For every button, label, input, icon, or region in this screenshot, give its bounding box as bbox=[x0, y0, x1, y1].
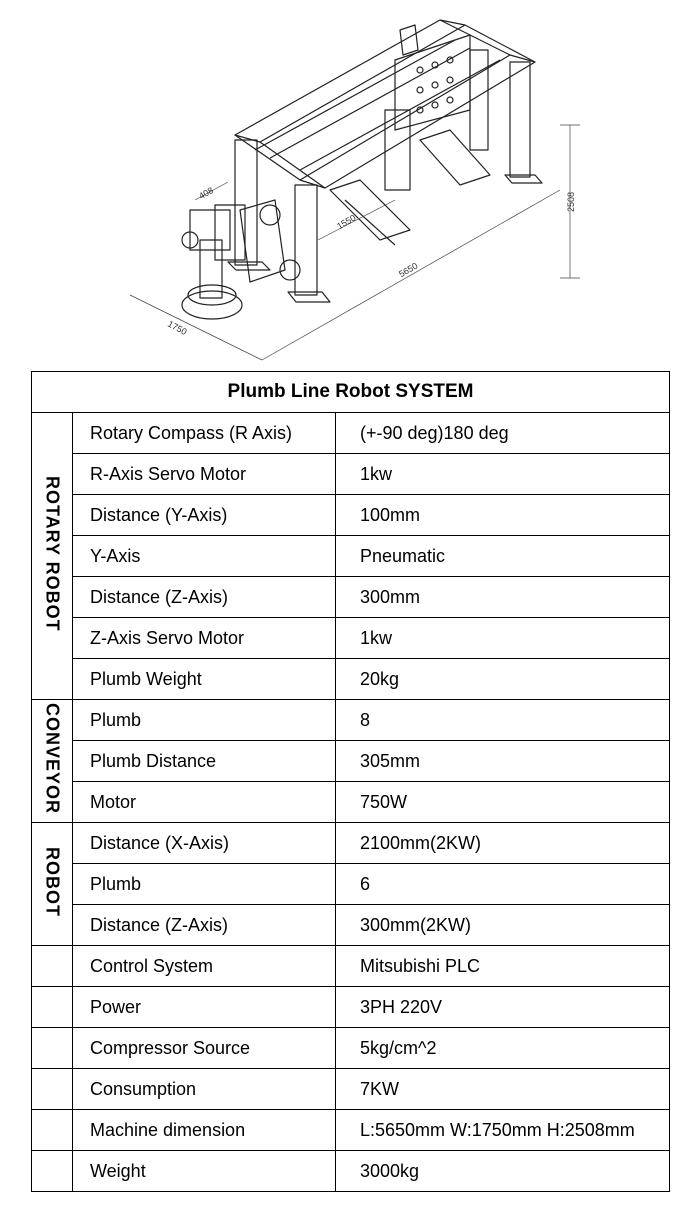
row-label: Compressor Source bbox=[73, 1028, 336, 1069]
row-value: L:5650mm W:1750mm H:2508mm bbox=[336, 1110, 670, 1151]
row-label: R-Axis Servo Motor bbox=[73, 454, 336, 495]
row-label: Motor bbox=[73, 782, 336, 823]
row-value: 300mm(2KW) bbox=[336, 905, 670, 946]
row-value: 20kg bbox=[336, 659, 670, 700]
group-conveyor bbox=[32, 700, 73, 823]
table-title-row bbox=[32, 372, 670, 413]
empty-group-cell bbox=[32, 1151, 73, 1192]
dim-1550: 1550 bbox=[335, 212, 358, 232]
row-label: Distance (Z-Axis) bbox=[73, 577, 336, 618]
table-row bbox=[32, 618, 670, 659]
table-title: Plumb Line Robot SYSTEM bbox=[32, 372, 670, 413]
machine-drawing bbox=[0, 0, 700, 365]
row-label: Rotary Compass (R Axis) bbox=[73, 413, 336, 454]
empty-group-cell bbox=[32, 1028, 73, 1069]
table-row bbox=[32, 1151, 670, 1192]
table-row bbox=[32, 905, 670, 946]
row-label: Machine dimension bbox=[73, 1110, 336, 1151]
group-label-robot: ROBOT bbox=[42, 846, 63, 917]
row-value: (+-90 deg)180 deg bbox=[336, 413, 670, 454]
empty-group-cell bbox=[32, 1110, 73, 1151]
group-robot bbox=[32, 823, 73, 946]
row-value: 8 bbox=[336, 700, 670, 741]
row-label: Plumb bbox=[73, 700, 336, 741]
row-label: Control System bbox=[73, 946, 336, 987]
row-label: Y-Axis bbox=[73, 536, 336, 577]
table-row bbox=[32, 782, 670, 823]
group-label-conveyor: CONVEYOR bbox=[42, 702, 63, 815]
table-row bbox=[32, 1110, 670, 1151]
row-label: Plumb Distance bbox=[73, 741, 336, 782]
table-row bbox=[32, 659, 670, 700]
table-row bbox=[32, 413, 670, 454]
table-row bbox=[32, 741, 670, 782]
empty-group-cell bbox=[32, 987, 73, 1028]
table-row bbox=[32, 823, 670, 864]
row-value: 6 bbox=[336, 864, 670, 905]
row-label: Plumb bbox=[73, 864, 336, 905]
row-value: Mitsubishi PLC bbox=[336, 946, 670, 987]
group-label-rotary: ROTARY ROBOT bbox=[42, 475, 63, 632]
row-value: 2100mm(2KW) bbox=[336, 823, 670, 864]
dim-1750: 1750 bbox=[166, 318, 189, 337]
empty-group-cell bbox=[32, 946, 73, 987]
row-value: 3000kg bbox=[336, 1151, 670, 1192]
dim-5650: 5650 bbox=[397, 260, 420, 280]
dim-408: 408 bbox=[197, 185, 216, 202]
row-value: 305mm bbox=[336, 741, 670, 782]
row-value: 3PH 220V bbox=[336, 987, 670, 1028]
row-value: 750W bbox=[336, 782, 670, 823]
gantry-robot-illustration bbox=[0, 0, 700, 365]
table-row bbox=[32, 1069, 670, 1110]
table-row bbox=[32, 864, 670, 905]
table-row bbox=[32, 987, 670, 1028]
table-row bbox=[32, 1028, 670, 1069]
row-label: Plumb Weight bbox=[73, 659, 336, 700]
table-row bbox=[32, 946, 670, 987]
row-value: 1kw bbox=[336, 618, 670, 659]
row-label: Z-Axis Servo Motor bbox=[73, 618, 336, 659]
row-value: 7KW bbox=[336, 1069, 670, 1110]
table-row bbox=[32, 495, 670, 536]
row-value: 100mm bbox=[336, 495, 670, 536]
spec-table bbox=[31, 371, 670, 1192]
table-row bbox=[32, 577, 670, 618]
group-rotary-robot bbox=[32, 413, 73, 700]
row-label: Consumption bbox=[73, 1069, 336, 1110]
row-value: 5kg/cm^2 bbox=[336, 1028, 670, 1069]
empty-group-cell bbox=[32, 1069, 73, 1110]
row-label: Distance (Z-Axis) bbox=[73, 905, 336, 946]
table-row bbox=[32, 536, 670, 577]
row-value: 1kw bbox=[336, 454, 670, 495]
row-label: Weight bbox=[73, 1151, 336, 1192]
dim-2508: 2508 bbox=[566, 191, 576, 212]
row-label: Distance (Y-Axis) bbox=[73, 495, 336, 536]
table-row bbox=[32, 454, 670, 495]
row-label: Power bbox=[73, 987, 336, 1028]
table-row bbox=[32, 700, 670, 741]
row-value: Pneumatic bbox=[336, 536, 670, 577]
row-value: 300mm bbox=[336, 577, 670, 618]
row-label: Distance (X-Axis) bbox=[73, 823, 336, 864]
